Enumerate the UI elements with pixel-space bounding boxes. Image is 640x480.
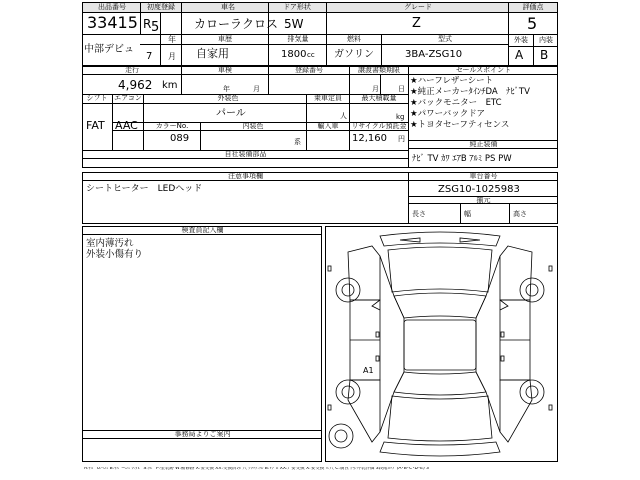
recycle-label: リサイクル預託金 bbox=[351, 122, 407, 130]
score: 5 bbox=[527, 14, 538, 33]
month-unit: 月 bbox=[168, 52, 176, 61]
ac: AAC bbox=[115, 119, 138, 132]
size-label: 揃元 bbox=[476, 196, 491, 204]
chassis-label: 車台番号 bbox=[469, 172, 498, 180]
inspection-label: 車検 bbox=[218, 66, 232, 74]
width-label: 幅 bbox=[464, 210, 471, 218]
fuel: ガソリン bbox=[334, 49, 374, 60]
use: 自家用 bbox=[196, 47, 229, 60]
inspect-line-1: 室内薄汚れ bbox=[86, 238, 134, 249]
recycle: 12,160 bbox=[352, 133, 387, 144]
own-label: 自社装備部品 bbox=[224, 150, 267, 158]
kg-unit: kg bbox=[396, 113, 405, 121]
shift-label: シフト bbox=[86, 94, 108, 102]
shift: FAT bbox=[86, 119, 105, 132]
max-load-label: 最大積載量 bbox=[361, 94, 397, 102]
model: 3BA-ZSG10 bbox=[405, 49, 463, 60]
door-type: 5W bbox=[284, 17, 304, 31]
lot-no-label: 出品番号 bbox=[98, 3, 126, 11]
door-label: ドア形状 bbox=[283, 3, 311, 11]
notes-text: シートヒーター LEDヘッド bbox=[86, 184, 203, 194]
month: 7 bbox=[146, 51, 153, 62]
diagram-mark: A1 bbox=[363, 366, 374, 375]
car-name-label: 車名 bbox=[221, 3, 235, 11]
grade-label: グレード bbox=[404, 3, 432, 11]
footer-legend: A:ｷｽﾞ U:ﾍｺﾐ B:ｷｽﾞ･ﾍｺﾐ ﾗ:ｻﾋﾞ S:ｻﾋﾞ P:塗装跡 W:補修跡 X:要交換 XX:交換済み 穴 ｸﾗｯｸ:ﾜﾚ B:ﾏｸﾞﾛ XX:ﾅ 要交換 X:要交換 Y:穴 C:腐食 内:外装評価 3段階ｶｯﾌﾟ(A･B･C･D･E) 3 bbox=[84, 467, 430, 471]
fuel-label: 燃料 bbox=[347, 35, 361, 43]
use-label: 車歴 bbox=[218, 35, 232, 43]
equip-label: 純正装備 bbox=[469, 140, 498, 148]
int-score: B bbox=[540, 48, 549, 62]
sales-point: ★純正メーカーﾀｲﾝﾁDA ﾅﾋﾞTV bbox=[410, 87, 530, 97]
era-year: 5 bbox=[151, 20, 160, 35]
cc-unit: cc bbox=[307, 51, 315, 59]
model-label: 型式 bbox=[438, 35, 452, 43]
disp-label: 排気量 bbox=[287, 35, 309, 43]
doc-label: 譲渡書類期限 bbox=[358, 66, 400, 74]
reg-no-label: 登録番号 bbox=[295, 66, 323, 74]
score-label: 評価点 bbox=[522, 3, 544, 11]
length-label: 長さ bbox=[412, 210, 426, 218]
int-color-label: 内装色 bbox=[242, 122, 264, 130]
lot-no: 33415 bbox=[87, 13, 138, 32]
km-unit: km bbox=[162, 80, 178, 91]
notes-label: 注意事項欄 bbox=[228, 172, 263, 180]
grade: Z bbox=[412, 16, 421, 31]
ext-score: A bbox=[515, 48, 524, 62]
first-reg-label: 初度登録 bbox=[147, 3, 175, 11]
height-label: 高さ bbox=[513, 210, 527, 218]
venue: 中部デビュ bbox=[84, 44, 134, 55]
insp-month: 月 bbox=[253, 85, 260, 93]
displacement: 1800 bbox=[281, 49, 307, 60]
mileage: 4,962 bbox=[118, 78, 153, 92]
sales-point: ★バックモニター ETC bbox=[410, 98, 502, 108]
insp-year: 年 bbox=[223, 85, 230, 93]
doc-day: 日 bbox=[398, 85, 405, 93]
equip: ﾅﾋﾞ TV ｶﾜ ｴｱB ｱﾙﾐ PS PW bbox=[412, 154, 512, 164]
color-no-label: カラーNo. bbox=[155, 122, 189, 130]
year-unit: 年 bbox=[168, 35, 176, 44]
ac-label: エアコン bbox=[114, 94, 142, 102]
int-unit: 系 bbox=[294, 138, 301, 146]
sales-point: ★ハーフレザーシート bbox=[410, 76, 494, 86]
persons-unit: 人 bbox=[340, 112, 347, 120]
int-label: 内装 bbox=[539, 36, 553, 44]
color-no: 089 bbox=[170, 133, 190, 144]
era: R bbox=[143, 17, 152, 31]
inspect-label: 検査員記入欄 bbox=[181, 226, 224, 234]
capacity-label: 乗車定員 bbox=[314, 94, 342, 102]
office-label: 事務局よりご案内 bbox=[174, 430, 231, 438]
ext-color: パール bbox=[216, 108, 246, 119]
mileage-label: 走行 bbox=[125, 66, 139, 74]
chassis: ZSG10-1025983 bbox=[438, 184, 520, 195]
sales-point: ★トヨタセーフティセンス bbox=[410, 120, 510, 130]
import-label: 輸入車 bbox=[317, 122, 339, 130]
ext-label: 外装 bbox=[514, 36, 528, 44]
sales-label: セールスポイント bbox=[455, 66, 512, 74]
doc-month: 月 bbox=[372, 85, 379, 93]
inspect-line-2: 外装小傷有り bbox=[86, 249, 144, 260]
sales-point: ★パワーバックドア bbox=[410, 109, 485, 119]
yen-unit: 円 bbox=[398, 135, 405, 143]
car-name: カローラクロス bbox=[194, 17, 279, 31]
ext-color-label: 外装色 bbox=[217, 94, 239, 102]
